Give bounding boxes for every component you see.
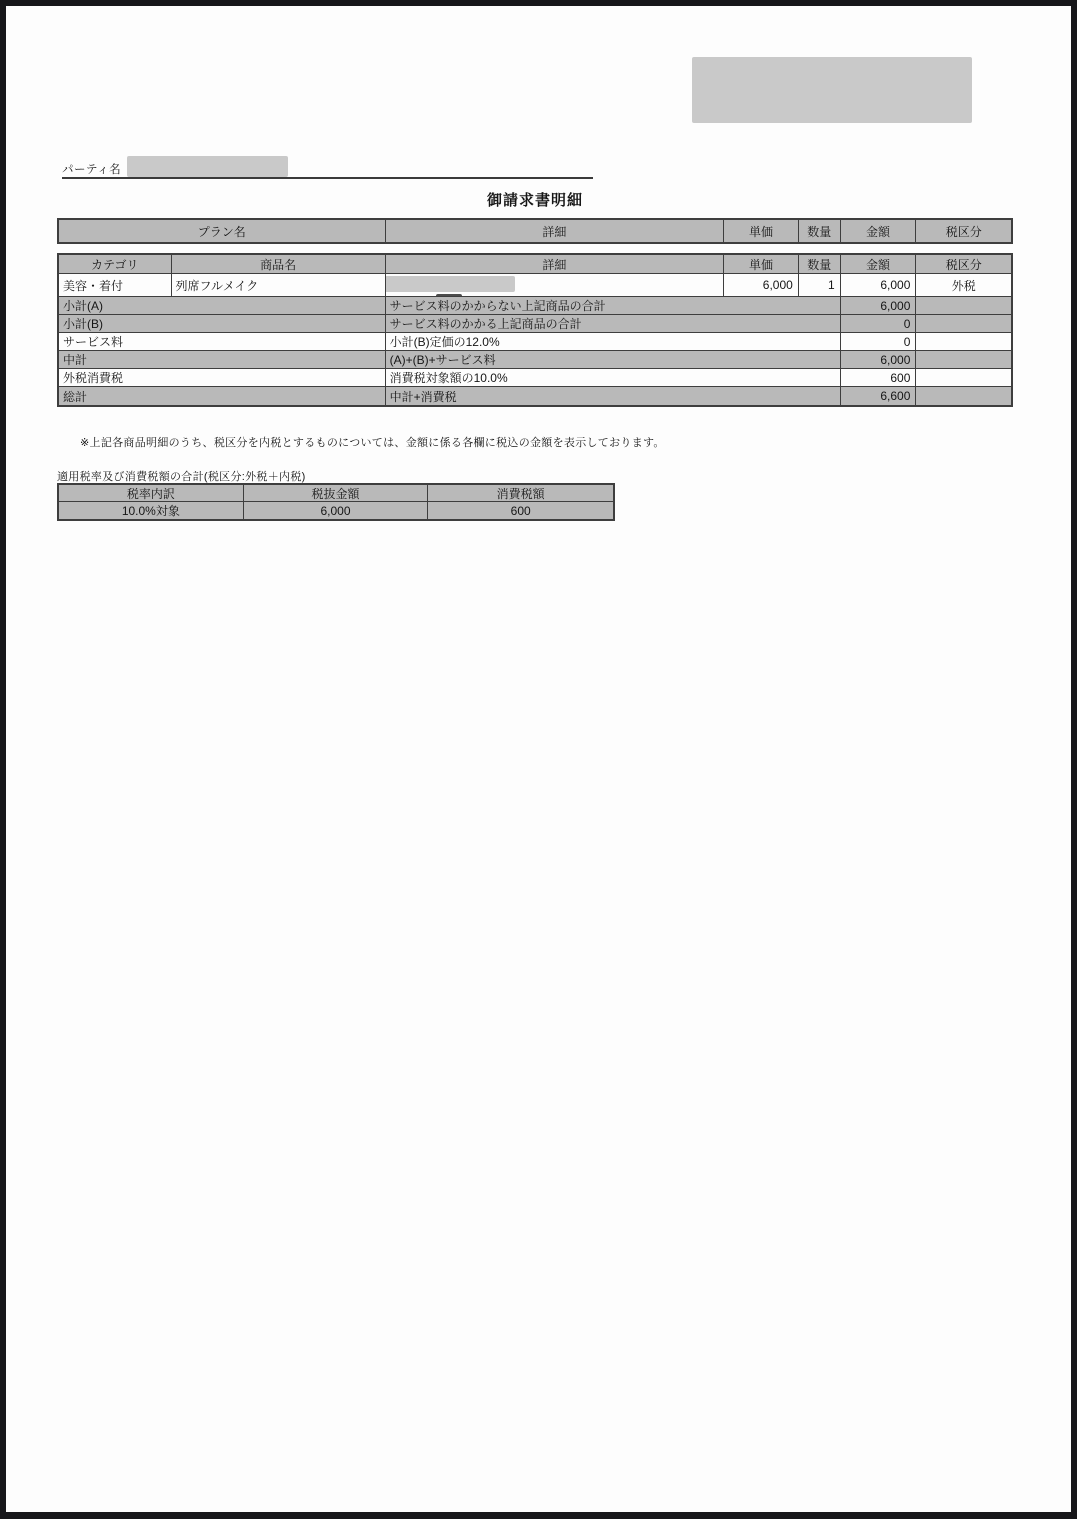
items-table-header-row (59, 255, 1011, 274)
summary-tax-cell (916, 297, 1011, 314)
tax-summary-table (57, 483, 615, 521)
plan-table (57, 218, 1013, 244)
plan-name-column-header: プラン名 (59, 220, 386, 242)
midtotal-row (59, 351, 1011, 369)
item-quantity: 1 (799, 274, 841, 296)
summary-description: 中計+消費税 (386, 387, 841, 405)
amount-column-header: 金額 (841, 220, 917, 242)
subtotal-a-row (59, 297, 1011, 315)
tax-class-column-header: 税区分 (916, 255, 1011, 273)
quantity-column-header: 数量 (799, 220, 841, 242)
summary-description: 小計(B)定価の12.0% (386, 333, 841, 350)
subtotal-b-row (59, 315, 1011, 333)
document-title: 御請求書明細 (486, 192, 583, 209)
summary-label: 外税消費税 (59, 369, 386, 386)
summary-label: 小計(B) (59, 315, 386, 332)
summary-label: サービス料 (59, 333, 386, 350)
invoice-page (6, 6, 1071, 1512)
items-table (57, 253, 1013, 407)
summary-label: 中計 (59, 351, 386, 368)
external-tax-row (59, 369, 1011, 387)
summary-amount: 600 (841, 369, 917, 386)
consumption-tax-header: 消費税額 (428, 485, 613, 501)
tax-rate-breakdown-value: 10.0%対象 (59, 502, 244, 519)
summary-amount: 0 (841, 315, 917, 332)
pre-tax-amount-header: 税抜金額 (244, 485, 429, 501)
amount-column-header: 金額 (841, 255, 917, 273)
summary-amount: 6,000 (841, 351, 917, 368)
item-unit-price: 6,000 (724, 274, 799, 296)
item-category: 美容・着付 (59, 274, 172, 296)
summary-description: サービス料のかかる上記商品の合計 (386, 315, 841, 332)
summary-description: サービス料のかからない上記商品の合計 (386, 297, 841, 314)
summary-amount: 6,000 (841, 297, 917, 314)
summary-amount: 6,600 (841, 387, 917, 405)
party-name-underline (62, 177, 593, 179)
item-amount: 6,000 (841, 274, 917, 296)
category-column-header: カテゴリ (59, 255, 172, 273)
summary-tax-cell (916, 387, 1011, 405)
redacted-recipient-block (692, 57, 972, 123)
summary-tax-cell (916, 369, 1011, 386)
party-name-label: パーティ名 (62, 164, 122, 176)
redacted-item-detail (386, 276, 515, 292)
tax-summary-caption: 適用税率及び消費税額の合計(税区分:外税＋内税) (57, 471, 306, 483)
summary-tax-cell (916, 351, 1011, 368)
service-charge-row (59, 333, 1011, 351)
quantity-column-header: 数量 (799, 255, 841, 273)
pre-tax-amount-value: 6,000 (244, 502, 429, 519)
summary-description: (A)+(B)+サービス料 (386, 351, 841, 368)
tax-summary-header-row (59, 485, 613, 502)
unit-price-column-header: 単価 (724, 220, 799, 242)
grand-total-row (59, 387, 1011, 405)
tax-summary-data-row (59, 502, 613, 519)
summary-amount: 0 (841, 333, 917, 350)
inclusive-tax-note: ※上記各商品明細のうち、税区分を内税とするものについては、金額に係る各欄に税込の金額を表示しております。 (80, 437, 665, 449)
product-column-header: 商品名 (172, 255, 386, 273)
item-detail (386, 274, 725, 296)
plan-table-header-row (59, 220, 1011, 242)
summary-label: 総計 (59, 387, 386, 405)
detail-column-header: 詳細 (386, 255, 725, 273)
detail-column-header: 詳細 (386, 220, 725, 242)
scan-smudge (436, 294, 462, 296)
item-row (59, 274, 1011, 297)
consumption-tax-value: 600 (428, 502, 613, 519)
summary-tax-cell (916, 333, 1011, 350)
summary-label: 小計(A) (59, 297, 386, 314)
tax-rate-breakdown-header: 税率内訳 (59, 485, 244, 501)
redacted-party-name (127, 156, 288, 177)
summary-tax-cell (916, 315, 1011, 332)
summary-description: 消費税対象額の10.0% (386, 369, 841, 386)
unit-price-column-header: 単価 (724, 255, 799, 273)
item-tax-class: 外税 (951, 278, 976, 293)
tax-class-column-header: 税区分 (916, 220, 1011, 242)
item-product: 列席フルメイク (172, 274, 386, 296)
